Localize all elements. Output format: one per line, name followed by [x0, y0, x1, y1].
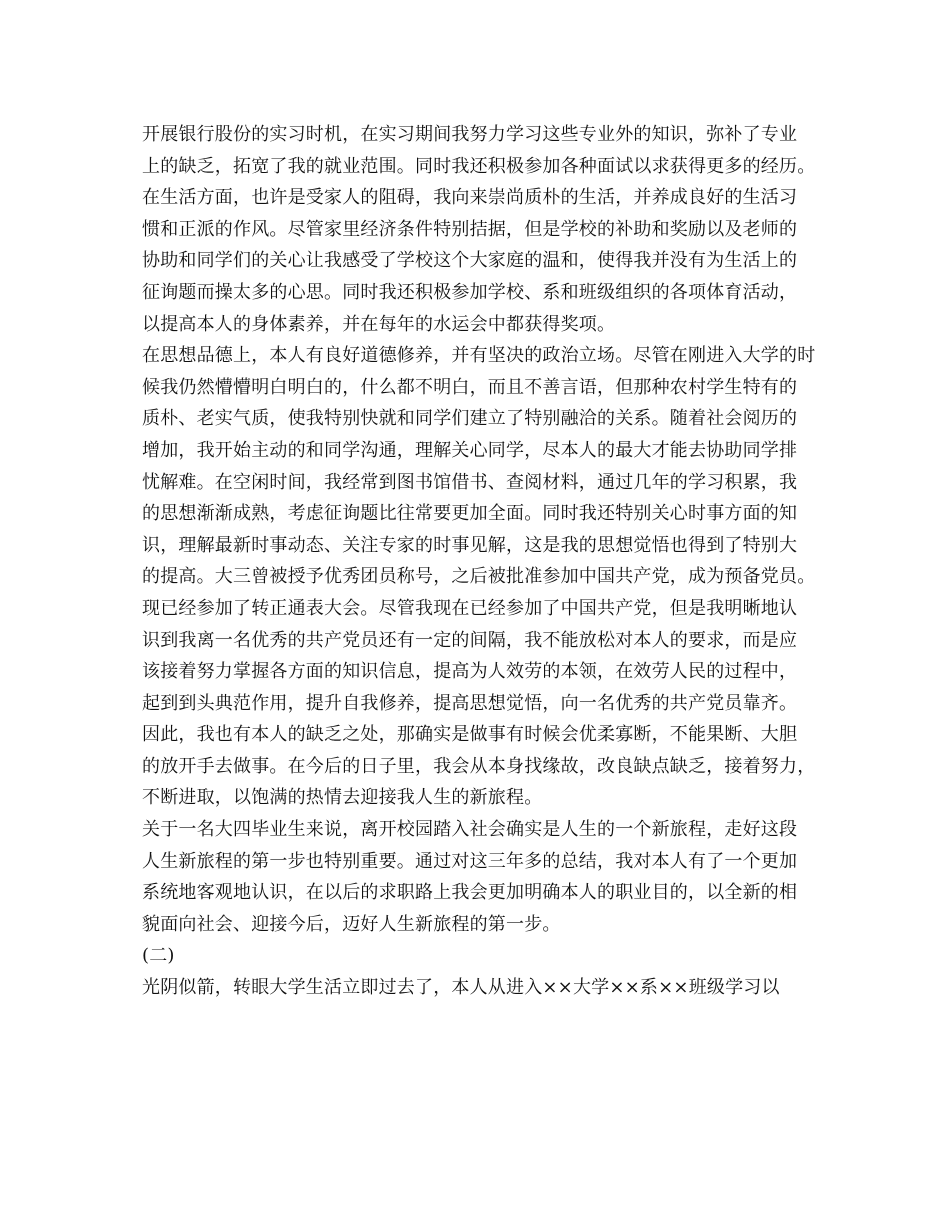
document-body — [142, 119, 822, 1004]
text-line: 现已经参加了转正通表大会。尽管我现在已经参加了中国共产党，但是我明晰地认 — [142, 597, 798, 619]
text-line: 开展银行股份的实习时机，在实习期间我努力学习这些专业外的知识，弥补了专业 — [142, 124, 798, 145]
text-line: 质朴、老实气质，使我特别快就和同学们建立了特别融洽的关系。随着社会阅历的 — [142, 408, 798, 430]
text-line: 的提高。大三曾被授予优秀团员称号，之后被批准参加中国共产党，成为预备党员。 — [142, 566, 816, 588]
text-line: 惯和正派的作风。尽管家里经济条件特别拮据，但是学校的补助和奖励以及老师的 — [142, 218, 798, 240]
text-line: 识，理解最新时事动态、关注专家的时事见解，这是我的思想觉悟也得到了特别大 — [142, 534, 798, 556]
text-line: 征询题而操太多的心思。同时我还积极参加学校、系和班级组织的各项体育活动， — [142, 281, 798, 303]
text-line: 忧解难。在空闲时间，我经常到图书馆借书、查阅材料，通过几年的学习积累，我 — [142, 471, 798, 493]
text-line: 貌面向社会、迎接今后，迈好人生新旅程的第一步。 — [142, 913, 561, 935]
text-line: 因此，我也有本人的缺乏之处，那确实是做事有时候会优柔寡断，不能果断、大胆 — [142, 724, 798, 746]
text-line: 该接着努力掌握各方面的知识信息，提高为人效劳的本领，在效劳人民的过程中， — [142, 661, 798, 683]
text-line: 协助和同学们的关心让我感受了学校这个大家庭的温和，使得我并没有为生活上的 — [142, 250, 798, 272]
text-line: 光阴似箭，转眼大学生活立即过去了，本人从进入××大学××系××班级学习以 — [142, 977, 780, 999]
text-line: 的思想渐渐成熟，考虑征询题比往常要更加全面。同时我还特别关心时事方面的知 — [142, 503, 798, 525]
text-line: 不断进取，以饱满的热情去迎接我人生的新旅程。 — [142, 787, 543, 809]
text-line: 人生新旅程的第一步也特别重要。通过对这三年多的总结，我对本人有了一个更加 — [142, 850, 798, 872]
text-line: 系统地客观地认识，在以后的求职路上我会更加明确本人的职业目的，以全新的相 — [142, 882, 798, 904]
text-line: 以提高本人的身体素养，并在每年的水运会中都获得奖项。 — [142, 313, 616, 335]
text-line: 识到我离一名优秀的共产党员还有一定的间隔，我不能放松对本人的要求，而是应 — [142, 629, 798, 651]
text-line: 在生活方面，也许是受家人的阻碍，我向来崇尚质朴的生活，并养成良好的生活习 — [142, 187, 798, 209]
text-line: 在思想品德上，本人有良好道德修养，并有坚决的政治立场。尽管在刚进入大学的时 — [142, 345, 816, 367]
text-line: 关于一名大四毕业生来说，离开校园踏入社会确实是人生的一个新旅程，走好这段 — [142, 819, 798, 841]
text-line: 候我仍然懵懵明白明白的，什么都不明白，而且不善言语，但那种农村学生特有的 — [142, 376, 798, 398]
text-line: 起到到头典范作用，提升自我修养，提高思想觉悟，向一名优秀的共产党员靠齐。 — [142, 692, 798, 714]
section-marker: (二) — [142, 945, 175, 967]
text-line: 的放开手去做事。在今后的日子里，我会从本身找缘故，改良缺点缺乏，接着努力， — [142, 755, 816, 777]
text-line: 上的缺乏，拓宽了我的就业范围。同时我还积极参加各种面试以求获得更多的经历。 — [142, 155, 816, 177]
text-line: 增加，我开始主动的和同学沟通，理解关心同学，尽本人的最大才能去协助同学排 — [142, 439, 798, 461]
